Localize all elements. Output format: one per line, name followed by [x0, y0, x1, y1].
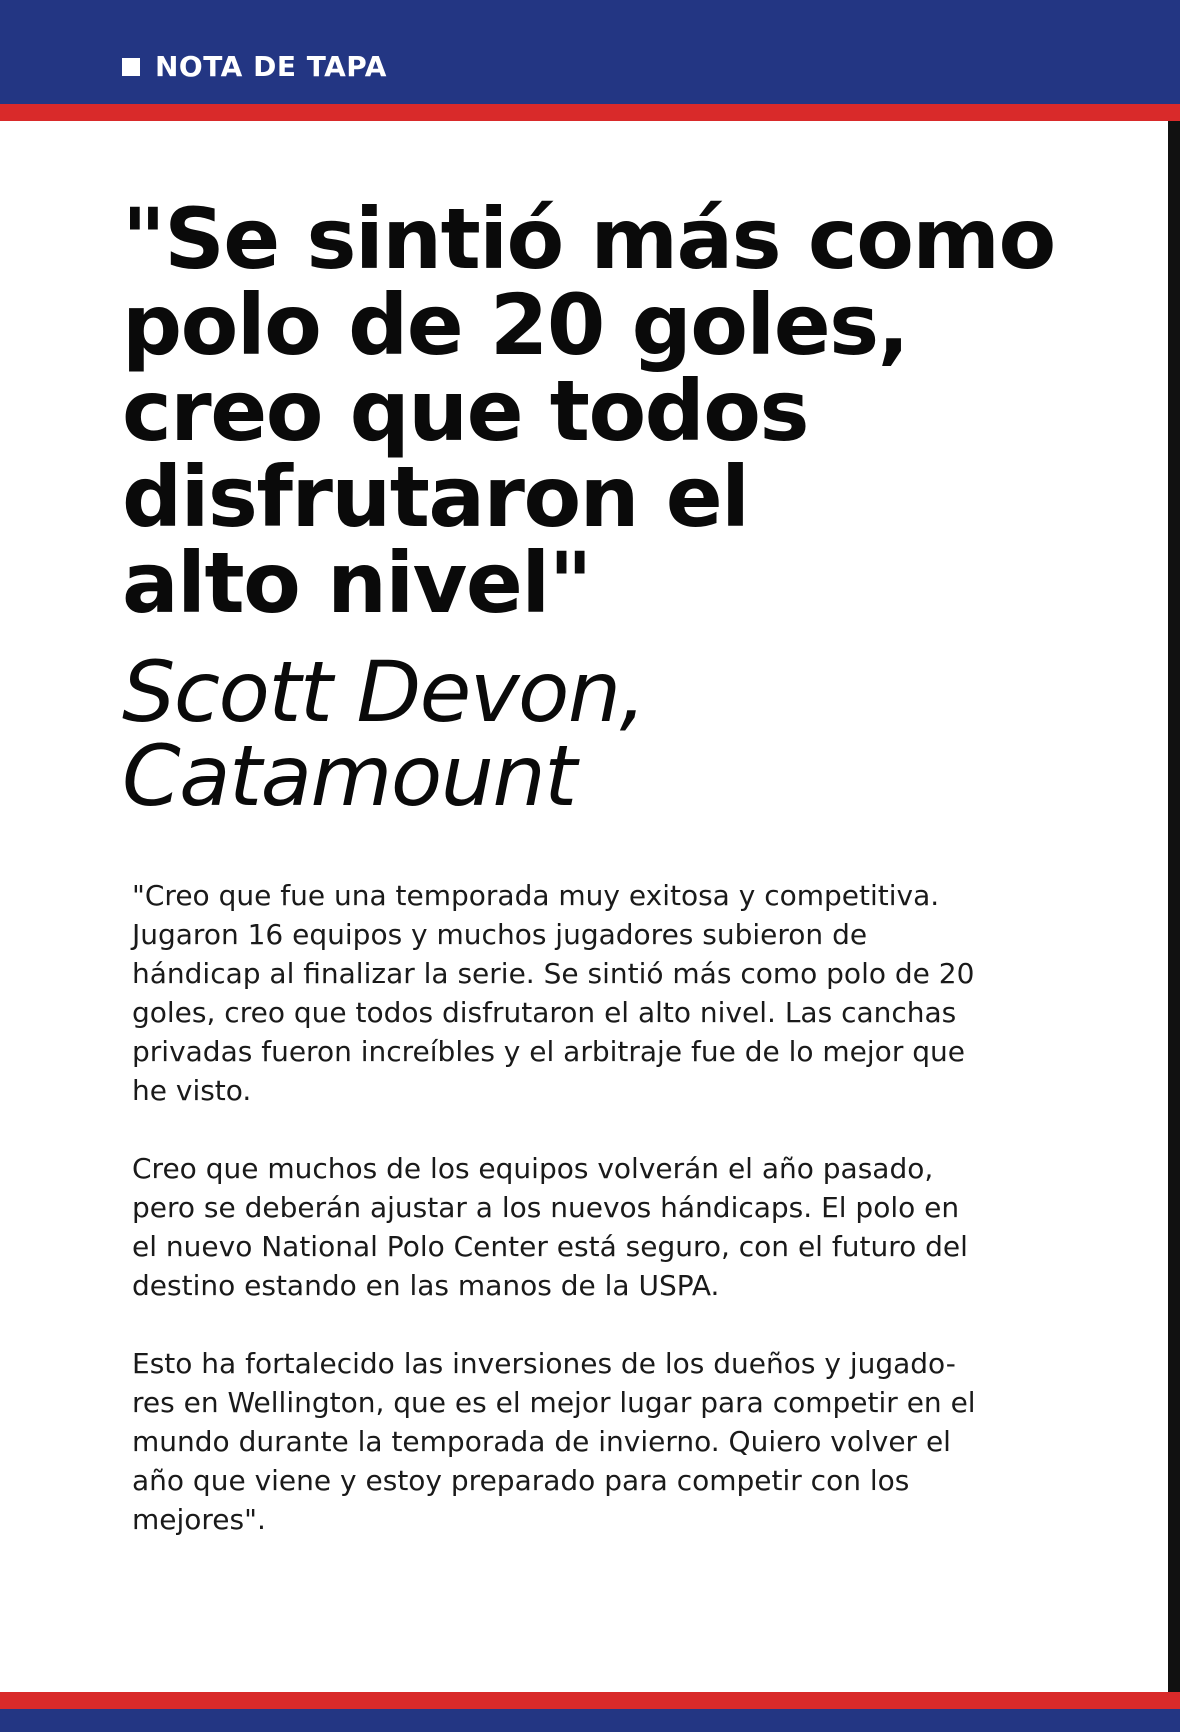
footer-stripe [0, 1692, 1180, 1709]
section-label-text: NOTA DE TAPA [155, 50, 387, 83]
body-line: Jugaron 16 equipos y muchos jugadores subieron de [132, 918, 868, 951]
page-edge-border [1168, 121, 1180, 1692]
headline-line: disfrutaron el [122, 448, 749, 546]
headline-quote [122, 190, 1132, 632]
body-line: mundo durante la temporada de invierno. Quiero volver el [132, 1425, 951, 1458]
attribution-line: Scott Devon, [122, 643, 645, 741]
body-line: mejores". [132, 1503, 266, 1536]
body-line: año que viene y estoy preparado para competir con los [132, 1464, 910, 1497]
body-line: he visto. [132, 1074, 252, 1107]
quote-attribution [122, 643, 1132, 825]
attribution-line: Catamount [122, 727, 576, 825]
body-paragraph [132, 1344, 1152, 1539]
body-paragraph [132, 876, 1152, 1110]
body-line: Creo que muchos de los equipos volverán el año pasado, [132, 1152, 934, 1185]
article-body [132, 876, 1152, 1578]
body-line: pero se deberán ajustar a los nuevos hándicaps. El polo en [132, 1191, 960, 1224]
headline-line: creo que todos [122, 362, 808, 460]
body-line: privadas fueron increíbles y el arbitraje fue de lo mejor que [132, 1035, 965, 1068]
body-line: "Creo que fue una temporada muy exitosa y competitiva. [132, 879, 940, 912]
body-line: goles, creo que todos disfrutaron el alto nivel. Las canchas [132, 996, 957, 1029]
body-paragraph [132, 1149, 1152, 1305]
body-line: hándicap al finalizar la serie. Se sintió más como polo de 20 [132, 957, 975, 990]
body-line: destino estando en las manos de la USPA. [132, 1269, 720, 1302]
header-stripe [0, 104, 1180, 121]
footer-bar [0, 1709, 1180, 1732]
headline-line: "Se sintió más como [122, 190, 1055, 288]
body-line: el nuevo National Polo Center está seguro, con el futuro del [132, 1230, 968, 1263]
body-line: Esto ha fortalecido las inversiones de los dueños y jugado- [132, 1347, 956, 1380]
body-line: res en Wellington, que es el mejor lugar para competir en el [132, 1386, 976, 1419]
headline-line: alto nivel" [122, 534, 591, 632]
section-label [122, 50, 387, 83]
square-icon [122, 58, 140, 76]
headline-line: polo de 20 goles, [122, 276, 909, 374]
